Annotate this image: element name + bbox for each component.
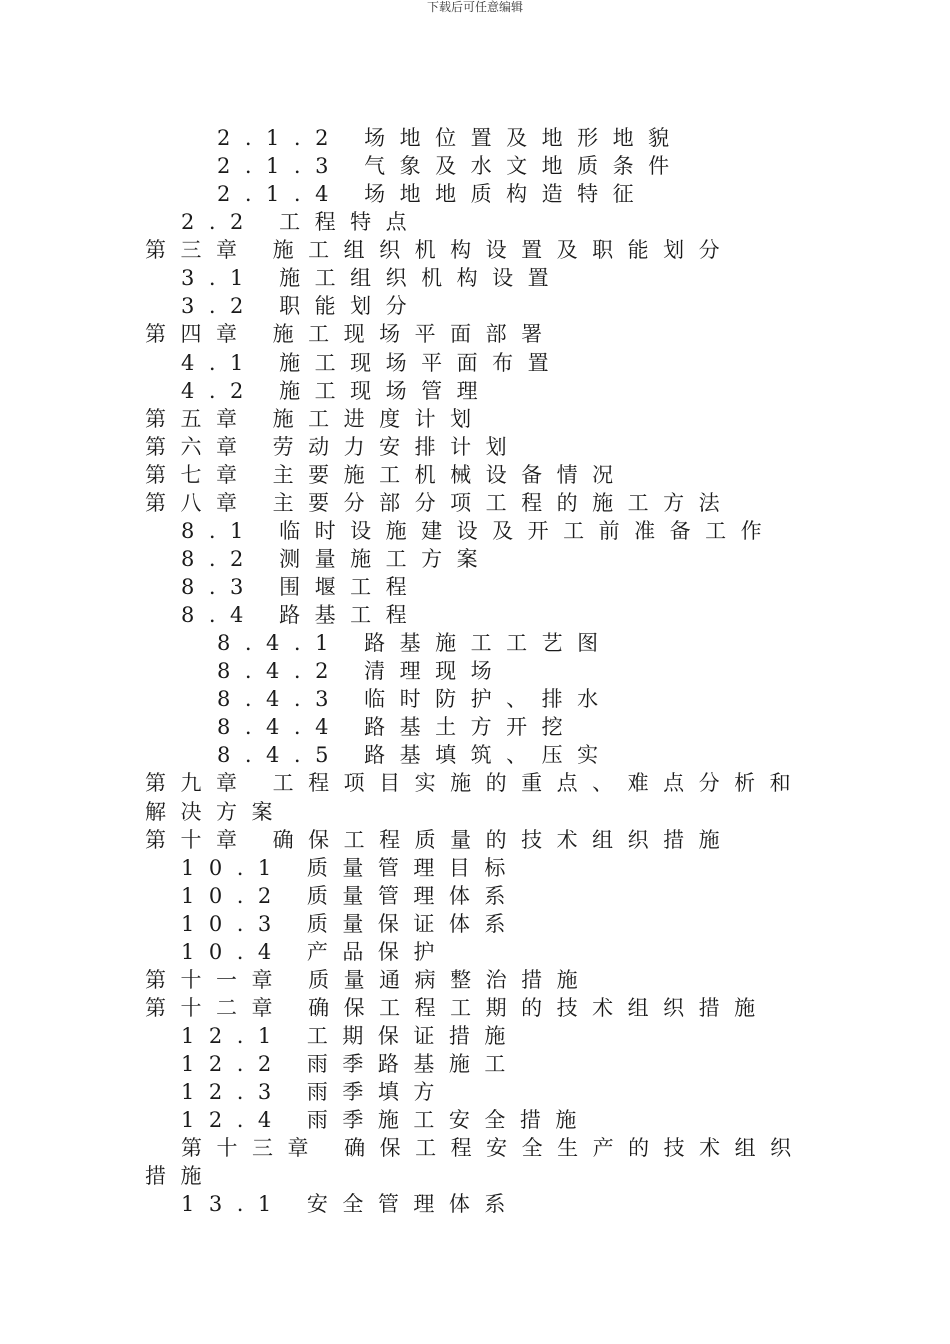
- page-header-note: 下载后可任意编辑: [426, 0, 523, 14]
- toc-entry: 第十三章 确保工程安全生产的技术组织: [181, 1136, 806, 1161]
- toc-entry: 第六章 劳动力安排计划: [145, 434, 522, 459]
- toc-entry: 措施: [145, 1164, 216, 1189]
- toc-entry: 4.2 施工现场管理: [181, 378, 493, 403]
- toc-entry: 8.1 临时设施建设及开工前准备工作: [181, 518, 777, 543]
- toc-entry: 8.4 路基工程: [181, 603, 422, 628]
- toc-entry: 8.4.5 路基填筑、压实: [217, 743, 613, 768]
- toc-entry: 8.3 围堰工程: [181, 575, 422, 599]
- toc-entry: 8.2 测量施工方案: [181, 546, 493, 571]
- toc-entry: 8.4.2 清理现场: [217, 659, 507, 684]
- toc-entry: 2.1.2 场地位置及地形地貌: [217, 126, 684, 150]
- toc-entry: 第十二章 确保工程工期的技术组织措施: [145, 995, 770, 1020]
- toc-entry: 2.2 工程特点: [181, 210, 422, 235]
- toc-entry: 第八章 主要分部分项工程的施工方法: [145, 490, 735, 515]
- toc-entry: 8.4.1 路基施工工艺图: [217, 631, 613, 656]
- toc-entry: 3.1 施工组织机构设置: [181, 266, 564, 291]
- toc-entry: 10.3 质量保证体系: [181, 911, 520, 936]
- toc-entry: 2.1.3 气象及水文地质条件: [217, 154, 684, 179]
- toc-entry: 第三章 施工组织机构设置及职能划分: [145, 238, 735, 263]
- toc-entry: 第九章 工程项目实施的重点、难点分析和: [145, 771, 806, 796]
- toc-entry: 第四章 施工现场平面部署: [145, 322, 557, 347]
- toc-entry: 8.4.3 临时防护、排水: [217, 687, 613, 712]
- toc-entry: 12.1 工期保证措施: [181, 1024, 520, 1048]
- toc-entry: 3.2 职能划分: [181, 294, 422, 319]
- toc-entry: 第十章 确保工程质量的技术组织措施: [145, 827, 735, 852]
- toc-entry: 8.4.4 路基土方开挖: [217, 715, 578, 740]
- toc-entry: 解决方案: [145, 799, 287, 824]
- toc-entry: 第七章 主要施工机械设备情况: [145, 462, 628, 487]
- toc-entry: 第十一章 质量通病整治措施: [145, 967, 593, 992]
- toc-entry: 12.2 雨季路基施工: [181, 1052, 520, 1077]
- toc-entry: 13.1 安全管理体系: [181, 1192, 520, 1217]
- toc-entry: 第五章 施工进度计划: [145, 406, 486, 431]
- toc-entry: 12.4 雨季施工安全措施: [181, 1108, 591, 1133]
- table-of-contents: [145, 124, 815, 1218]
- toc-entry: 10.2 质量管理体系: [181, 883, 520, 908]
- toc-entry: 2.1.4 场地地质构造特征: [217, 182, 649, 207]
- toc-entry: 10.1 质量管理目标: [181, 855, 520, 880]
- toc-entry: 10.4 产品保护: [181, 939, 449, 964]
- toc-entry: 4.1 施工现场平面布置: [181, 350, 564, 375]
- toc-entry: 12.3 雨季填方: [181, 1080, 449, 1105]
